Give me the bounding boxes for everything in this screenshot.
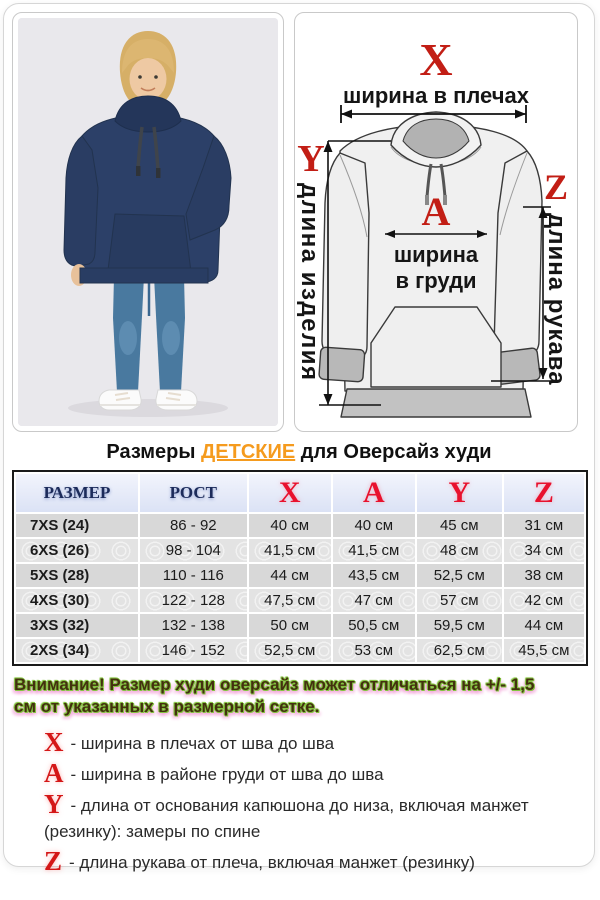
cell-height: 146 - 152 (140, 639, 247, 662)
a-label-line2: в груди (395, 268, 477, 293)
cell-x: 52,5 см (249, 639, 331, 662)
cell-x: 44 см (249, 564, 331, 587)
hoodie-measurement-diagram (295, 13, 577, 431)
x-letter: X (419, 34, 453, 85)
cell-x: 50 см (249, 614, 331, 637)
a-letter: A (421, 189, 451, 234)
col-header-height: РОСТ (140, 474, 247, 512)
cell-a: 40 см (333, 514, 415, 537)
legend-text-z: - длина рукава от плеча, включая манжет (резинку) (69, 852, 475, 872)
legend-letter-a: A (44, 757, 64, 788)
warning-note: Внимание! Размер худи оверсайз может отличаться на +/- 1,5 см от указанных в размерной сетке. (14, 675, 535, 717)
cell-a: 53 см (333, 639, 415, 662)
cell-z: 44 см (504, 614, 584, 637)
cell-z: 34 см (504, 539, 584, 562)
cell-a: 50,5 см (333, 614, 415, 637)
cell-x: 40 см (249, 514, 331, 537)
z-letter: Z (543, 167, 569, 207)
table-row (16, 564, 584, 587)
title-highlight: ДЕТСКИЕ (201, 441, 296, 463)
col-header-x: X (249, 474, 331, 512)
table-row (16, 589, 584, 612)
legend-item-x (44, 726, 564, 757)
legend-letter-y: Y (44, 788, 64, 819)
cell-y: 57 см (417, 589, 502, 612)
cell-y: 48 см (417, 539, 502, 562)
measure-x (341, 34, 530, 123)
cell-z: 31 см (504, 514, 584, 537)
size-chart-infographic (3, 3, 595, 876)
legend-text-x: - ширина в плечах от шва до шва (70, 733, 335, 753)
measurement-legend (44, 726, 586, 876)
table-row (16, 614, 584, 637)
boy-in-navy-hoodie-illustration (18, 18, 278, 426)
legend-item-y (44, 788, 564, 845)
legend-text-a: - ширина в районе груди от шва до шва (70, 764, 384, 784)
a-label-line1: ширина (393, 242, 479, 267)
cell-a: 43,5 см (333, 564, 415, 587)
page-title (12, 441, 586, 464)
table-row (16, 539, 584, 562)
cell-x: 47,5 см (249, 589, 331, 612)
x-label: ширина в плечах (342, 83, 530, 108)
cell-height: 122 - 128 (140, 589, 247, 612)
title-suffix: для Оверсайз худи (295, 441, 492, 463)
cell-size: 6XS (26) (16, 539, 138, 562)
table-header-row (16, 474, 584, 512)
model-photo-panel (12, 12, 284, 432)
col-header-size: РАЗМЕР (16, 474, 138, 512)
cell-size: 3XS (32) (16, 614, 138, 637)
cell-height: 110 - 116 (140, 564, 247, 587)
cell-y: 52,5 см (417, 564, 502, 587)
table-row (16, 514, 584, 537)
cell-y: 62,5 см (417, 639, 502, 662)
legend-letter-z: Z (44, 845, 63, 876)
col-header-a: A (333, 474, 415, 512)
cell-size: 2XS (34) (16, 639, 138, 662)
title-prefix: Размеры (106, 441, 202, 463)
col-header-z: Z (504, 474, 584, 512)
top-row (12, 12, 586, 432)
legend-letter-x: X (44, 726, 64, 757)
cell-height: 86 - 92 (140, 514, 247, 537)
cell-height: 132 - 138 (140, 614, 247, 637)
cell-height: 98 - 104 (140, 539, 247, 562)
legend-item-z (44, 845, 564, 876)
measurement-diagram-panel (294, 12, 578, 432)
cell-a: 41,5 см (333, 539, 415, 562)
cell-y: 45 см (417, 514, 502, 537)
cell-size: 4XS (30) (16, 589, 138, 612)
legend-text-y: - длина от основания капюшона до низа, включая манжет (резинку): замеры по спине (44, 795, 529, 841)
size-table (12, 470, 588, 666)
cell-z: 38 см (504, 564, 584, 587)
cell-z: 45,5 см (504, 639, 584, 662)
cell-y: 59,5 см (417, 614, 502, 637)
col-header-y: Y (417, 474, 502, 512)
cell-x: 41,5 см (249, 539, 331, 562)
cell-size: 7XS (24) (16, 514, 138, 537)
y-label: длина изделия (296, 183, 323, 382)
table-row (16, 639, 584, 662)
legend-item-a (44, 757, 564, 788)
model-photo (18, 18, 278, 426)
cell-size: 5XS (28) (16, 564, 138, 587)
cell-a: 47 см (333, 589, 415, 612)
z-label: длина рукава (543, 213, 570, 386)
cell-z: 42 см (504, 589, 584, 612)
y-letter: Y (297, 138, 325, 180)
